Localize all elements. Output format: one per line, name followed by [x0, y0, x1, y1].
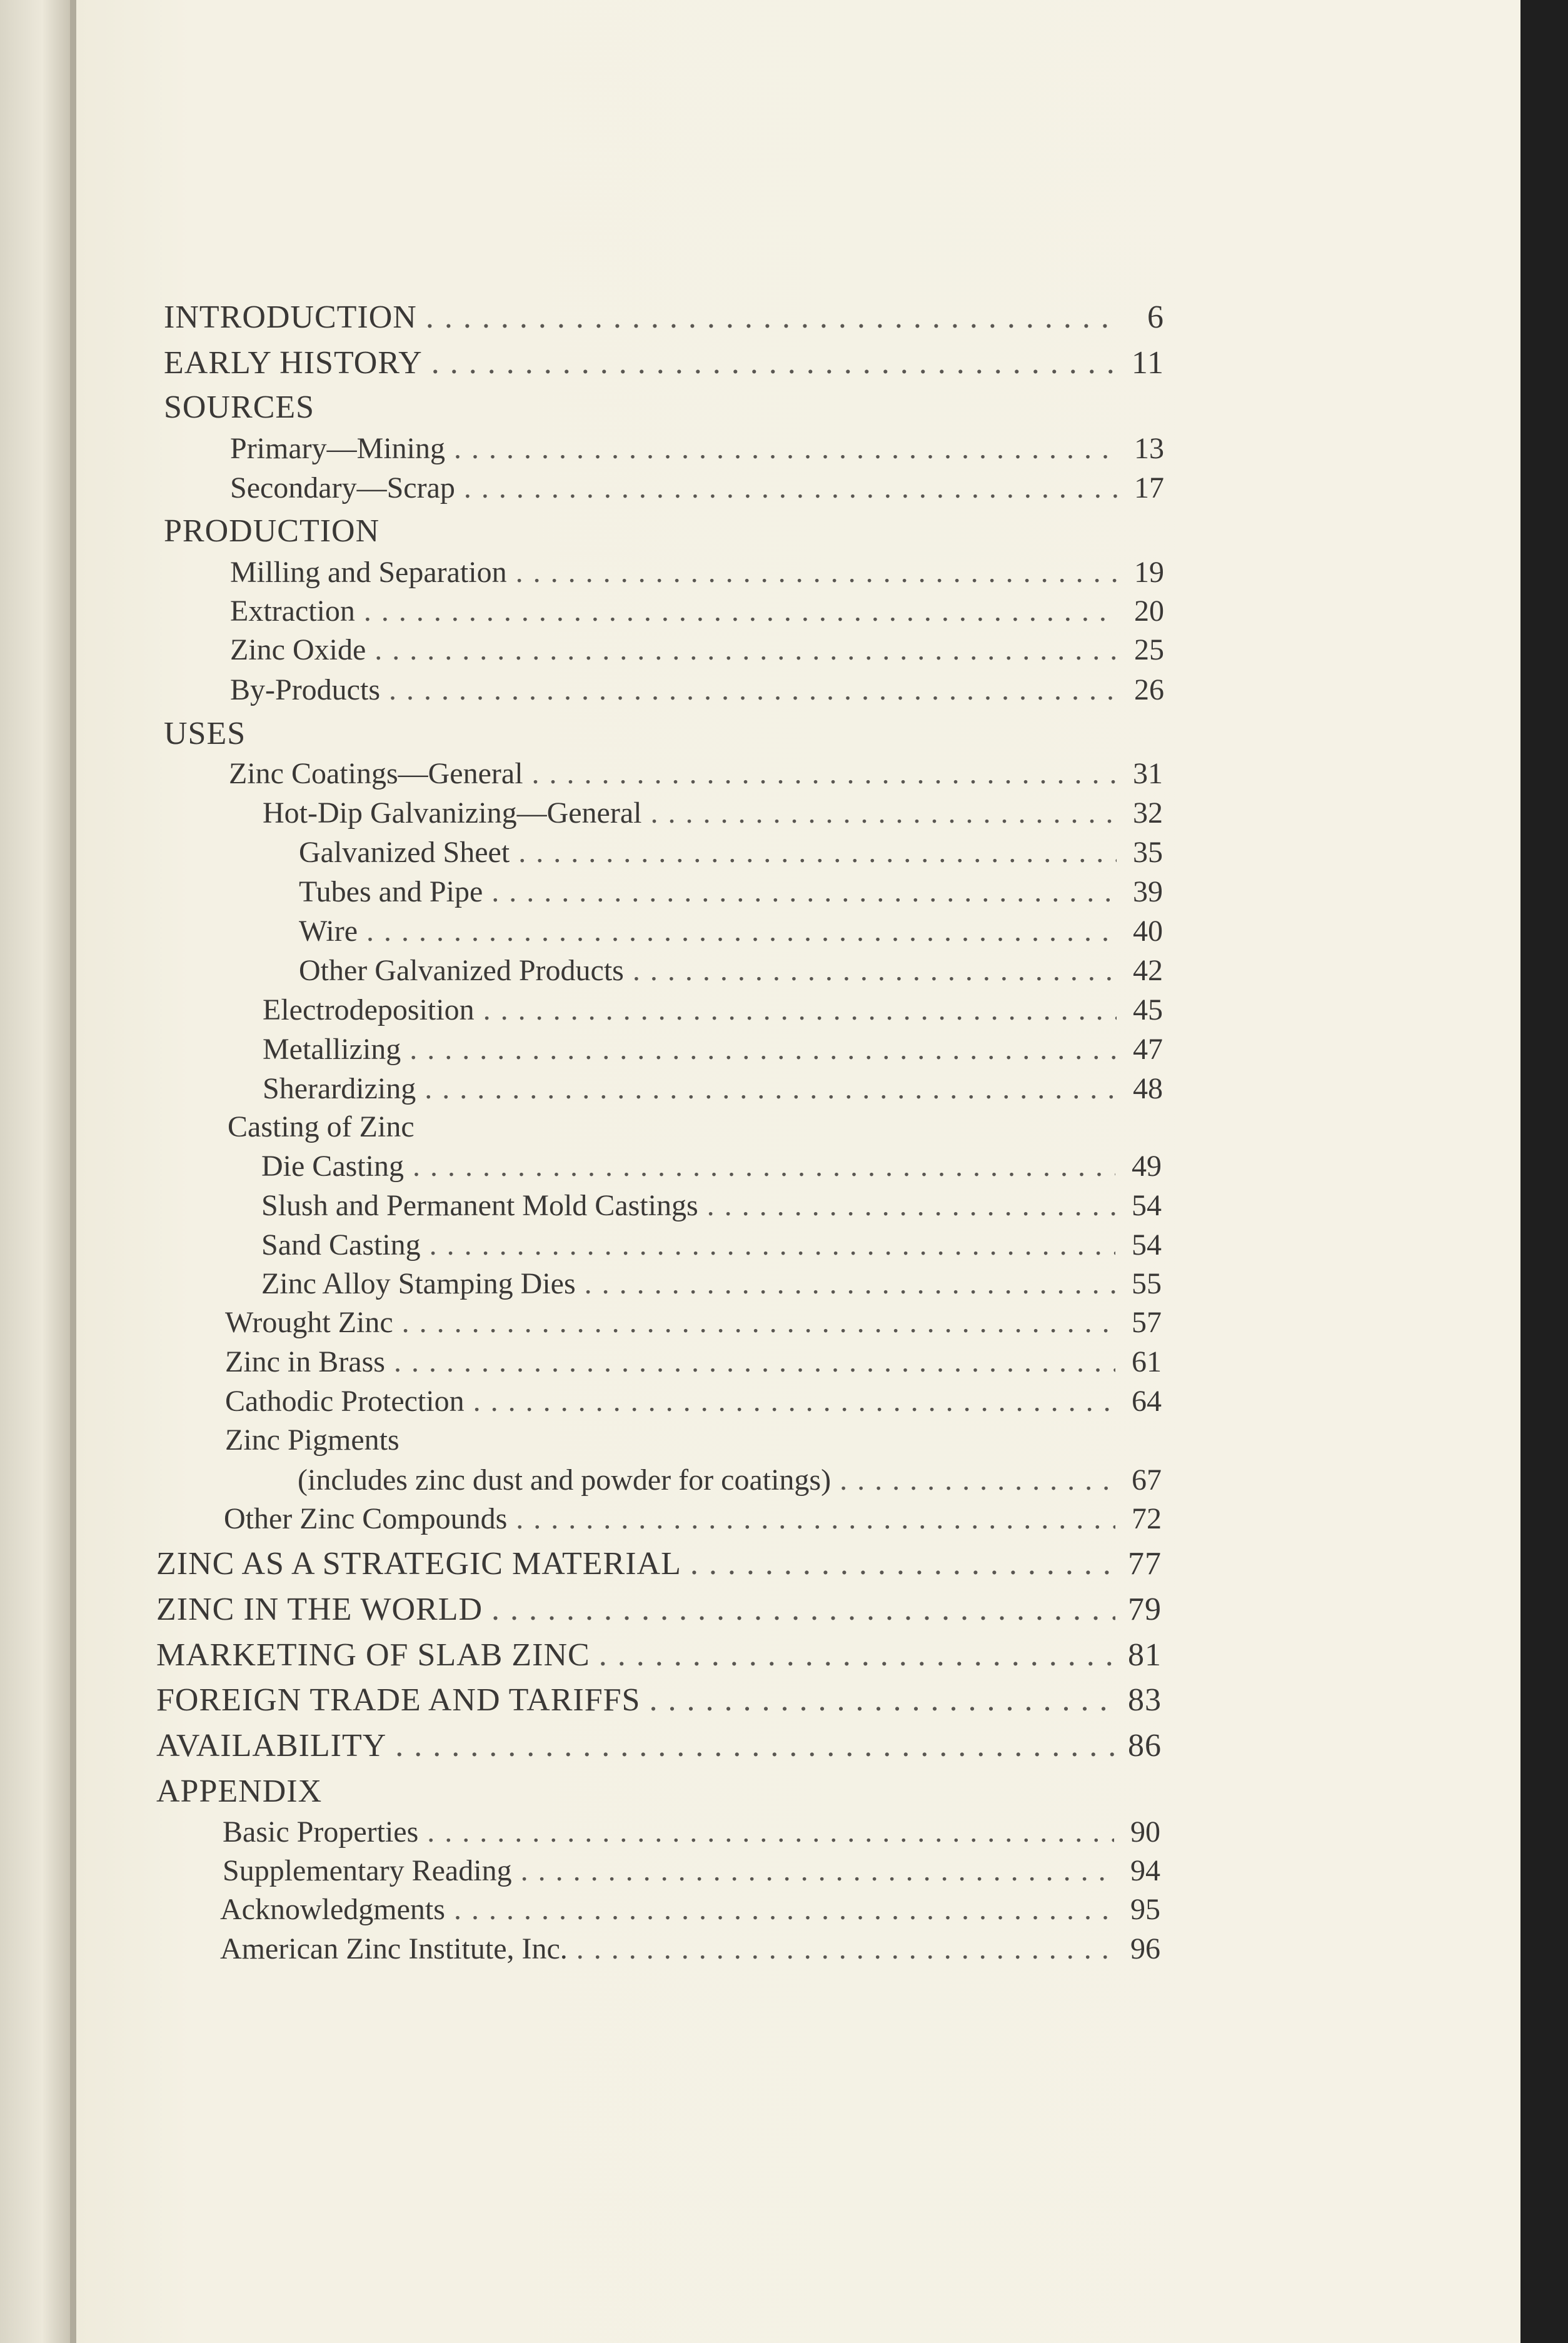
toc-entry-introduction [164, 299, 1164, 336]
toc-entry-title: ZINC AS A STRATEGIC MATERIAL [156, 1546, 681, 1582]
dot-leader [491, 1591, 1115, 1628]
dot-leader [585, 1267, 1115, 1301]
toc-entry-sand-casting [261, 1228, 1162, 1262]
dot-leader [426, 299, 1118, 336]
toc-entry-title: Electrodeposition [263, 993, 475, 1026]
toc-entry-page: 31 [1133, 757, 1163, 790]
dot-leader [521, 1854, 1114, 1888]
dot-leader [430, 1228, 1115, 1262]
toc-entry-page: 64 [1132, 1385, 1162, 1418]
toc-entry-title: Zinc Coatings—General [229, 757, 523, 790]
toc-heading-zinc-pigments [225, 1423, 1162, 1457]
toc-entry-page: 57 [1132, 1306, 1162, 1339]
toc-entry-page: 86 [1128, 1728, 1162, 1764]
toc-entry-title: EARLY HISTORY [164, 345, 423, 381]
dot-leader [427, 1815, 1114, 1849]
toc-entry-cathodic-protection [225, 1384, 1162, 1418]
toc-entry-page: 54 [1132, 1228, 1162, 1262]
dot-leader [364, 594, 1118, 628]
toc-entry-milling-and-separation [230, 555, 1164, 590]
toc-entry-title: (includes zinc dust and powder for coatings) [298, 1463, 832, 1497]
toc-entry-title: Wire [299, 915, 358, 948]
toc-entry-wire [299, 914, 1163, 948]
dot-leader [649, 1682, 1115, 1718]
toc-entry-supplementary-reading [223, 1854, 1160, 1888]
toc-entry-page: 45 [1133, 993, 1163, 1026]
toc-entry-title: MARKETING OF SLAB ZINC [156, 1637, 590, 1673]
toc-entry-title: By-Products [230, 673, 380, 706]
dot-leader [431, 344, 1118, 381]
toc-entry-page: 32 [1133, 796, 1163, 830]
toc-entry-title: Primary—Mining [230, 432, 445, 465]
toc-entry-title: PRODUCTION [164, 513, 380, 549]
toc-entry-page: 48 [1133, 1072, 1163, 1105]
dot-leader [516, 555, 1118, 590]
toc-entry-electrodeposition [263, 993, 1163, 1027]
toc-entry-sherardizing [263, 1071, 1163, 1106]
dot-leader [413, 1149, 1115, 1183]
toc-entry-other-galvanized-products [299, 953, 1163, 988]
toc-entry-acknowledgments [220, 1892, 1160, 1927]
toc-entry-title: Slush and Permanent Mold Castings [261, 1189, 698, 1222]
toc-entry-title: Die Casting [261, 1150, 404, 1183]
dot-leader [633, 953, 1117, 988]
toc-entry-foreign-trade-and-tariffs [156, 1682, 1162, 1718]
toc-entry-page: 11 [1131, 345, 1164, 381]
toc-entry-page: 40 [1133, 915, 1163, 948]
toc-entry-slush-and-permanent-mold-castings [261, 1188, 1162, 1223]
toc-entry-galvanized-sheet [299, 835, 1163, 870]
toc-entry-hot-dip-galvanizing-general [263, 796, 1163, 830]
toc-entry-zinc-pigments-detail [298, 1463, 1162, 1497]
toc-heading-sources [164, 389, 1164, 426]
toc-heading-production [164, 513, 1164, 549]
toc-heading-uses [164, 715, 1164, 752]
toc-entry-page: 90 [1130, 1815, 1160, 1849]
toc-entry-title: Tubes and Pipe [299, 875, 483, 908]
toc-entry-page: 94 [1130, 1854, 1160, 1887]
toc-entry-page: 83 [1128, 1682, 1162, 1718]
toc-entry-early-history [164, 344, 1164, 381]
toc-entry-page: 49 [1132, 1150, 1162, 1183]
toc-entry-metallizing [263, 1032, 1163, 1066]
toc-entry-zinc-in-the-world [156, 1591, 1162, 1628]
toc-entry-page: 47 [1133, 1033, 1163, 1066]
toc-entry-title: Supplementary Reading [223, 1854, 512, 1887]
toc-entry-title: INTRODUCTION [164, 299, 417, 335]
dot-leader [454, 1892, 1114, 1927]
toc-entry-title: Casting of Zinc [228, 1110, 415, 1143]
dot-leader [690, 1545, 1115, 1582]
toc-entry-title: ZINC IN THE WORLD [156, 1592, 483, 1627]
toc-entry-title: Metallizing [263, 1033, 401, 1066]
toc-entry-page: 6 [1147, 299, 1164, 335]
toc-entry-zinc-coatings-general [229, 756, 1163, 791]
toc-entry-zinc-oxide [230, 633, 1164, 667]
toc-entry-american-zinc-institute [220, 1932, 1160, 1966]
toc-entry-wrought-zinc [225, 1305, 1162, 1340]
toc-entry-primary-mining [230, 431, 1164, 466]
toc-entry-page: 42 [1133, 954, 1163, 987]
toc-entry-page: 72 [1132, 1502, 1162, 1535]
dot-leader [599, 1637, 1115, 1673]
toc-entry-title: Other Zinc Compounds [224, 1502, 508, 1535]
dot-leader [840, 1463, 1115, 1497]
toc-entry-page: 54 [1132, 1189, 1162, 1222]
toc-entry-title: AVAILABILITY [156, 1728, 387, 1764]
toc-entry-marketing-of-slab-zinc [156, 1637, 1162, 1673]
toc-entry-title: APPENDIX [156, 1774, 323, 1809]
toc-entry-page: 19 [1134, 556, 1164, 589]
toc-entry-by-products [230, 673, 1164, 707]
toc-heading-appendix [156, 1773, 1162, 1810]
toc-entry-title: Galvanized Sheet [299, 836, 510, 869]
dot-leader [650, 796, 1117, 830]
toc-entry-title: Acknowledgments [220, 1893, 445, 1926]
dot-leader [532, 756, 1117, 791]
toc-entry-basic-properties [223, 1815, 1160, 1849]
dot-leader [491, 875, 1117, 909]
toc-entry-secondary-scrap [230, 471, 1164, 505]
dot-leader [389, 673, 1118, 707]
toc-entry-page: 17 [1134, 471, 1164, 504]
toc-entry-title: Secondary—Scrap [230, 471, 455, 504]
toc-entry-extraction [230, 594, 1164, 628]
toc-entry-page: 67 [1132, 1463, 1162, 1497]
toc-entry-page: 81 [1128, 1637, 1162, 1673]
toc-entry-title: Sherardizing [263, 1072, 416, 1105]
dot-leader [366, 914, 1117, 948]
toc-entry-title: Extraction [230, 595, 355, 628]
dot-leader [374, 633, 1118, 667]
dot-leader [576, 1932, 1114, 1966]
dot-leader [707, 1188, 1115, 1223]
dot-leader [464, 471, 1118, 505]
toc-entry-title: Sand Casting [261, 1228, 421, 1262]
toc-entry-title: Other Galvanized Products [299, 954, 624, 987]
toc-entry-title: Zinc Oxide [230, 633, 366, 666]
toc-entry-title: Cathodic Protection [225, 1385, 465, 1418]
toc-entry-zinc-in-brass [225, 1345, 1162, 1379]
toc-entry-title: Milling and Separation [230, 556, 507, 589]
toc-entry-title: USES [164, 716, 246, 751]
toc-entry-page: 61 [1132, 1345, 1162, 1378]
dot-leader [402, 1305, 1115, 1340]
toc-entry-other-zinc-compounds [224, 1502, 1162, 1536]
toc-entry-page: 55 [1132, 1267, 1162, 1300]
toc-entry-page: 77 [1128, 1546, 1162, 1582]
toc-entry-page: 25 [1134, 633, 1164, 666]
toc-entry-die-casting [261, 1149, 1162, 1183]
toc-entry-title: Zinc Pigments [225, 1423, 400, 1457]
dot-leader [473, 1384, 1115, 1418]
left-page-edge [0, 0, 70, 2343]
toc-entry-page: 26 [1134, 673, 1164, 706]
dot-leader [454, 431, 1118, 466]
toc-entry-availability [156, 1727, 1162, 1764]
toc-entry-title: Zinc in Brass [225, 1345, 385, 1378]
dot-leader [395, 1727, 1115, 1764]
dot-leader [410, 1032, 1117, 1066]
toc-entry-title: FOREIGN TRADE AND TARIFFS [156, 1682, 641, 1718]
toc-entry-title: Basic Properties [223, 1815, 419, 1849]
toc-entry-page: 39 [1133, 875, 1163, 908]
dot-leader [518, 835, 1117, 870]
dot-leader [394, 1345, 1115, 1379]
book-gutter [70, 0, 76, 2343]
dot-leader [425, 1071, 1117, 1106]
toc-entry-page: 13 [1134, 432, 1164, 465]
toc-entry-page: 79 [1128, 1592, 1162, 1627]
toc-entry-title: Wrought Zinc [225, 1306, 393, 1339]
dot-leader [483, 993, 1117, 1027]
toc-entry-page: 96 [1130, 1932, 1160, 1965]
toc-entry-title: Zinc Alloy Stamping Dies [261, 1267, 576, 1300]
dot-leader [516, 1502, 1115, 1536]
toc-entry-zinc-strategic-material [156, 1545, 1162, 1582]
toc-heading-casting-of-zinc [228, 1110, 1162, 1144]
toc-entry-title: SOURCES [164, 389, 315, 425]
toc-entry-page: 35 [1133, 836, 1163, 869]
toc-entry-tubes-and-pipe [299, 875, 1163, 909]
toc-entry-page: 95 [1130, 1893, 1160, 1926]
toc-entry-title: Hot-Dip Galvanizing—General [263, 796, 642, 830]
scan-background-edge [1520, 0, 1568, 2343]
toc-entry-page: 20 [1134, 595, 1164, 628]
toc-entry-zinc-alloy-stamping-dies [261, 1267, 1162, 1301]
toc-entry-title: American Zinc Institute, Inc. [220, 1932, 568, 1965]
